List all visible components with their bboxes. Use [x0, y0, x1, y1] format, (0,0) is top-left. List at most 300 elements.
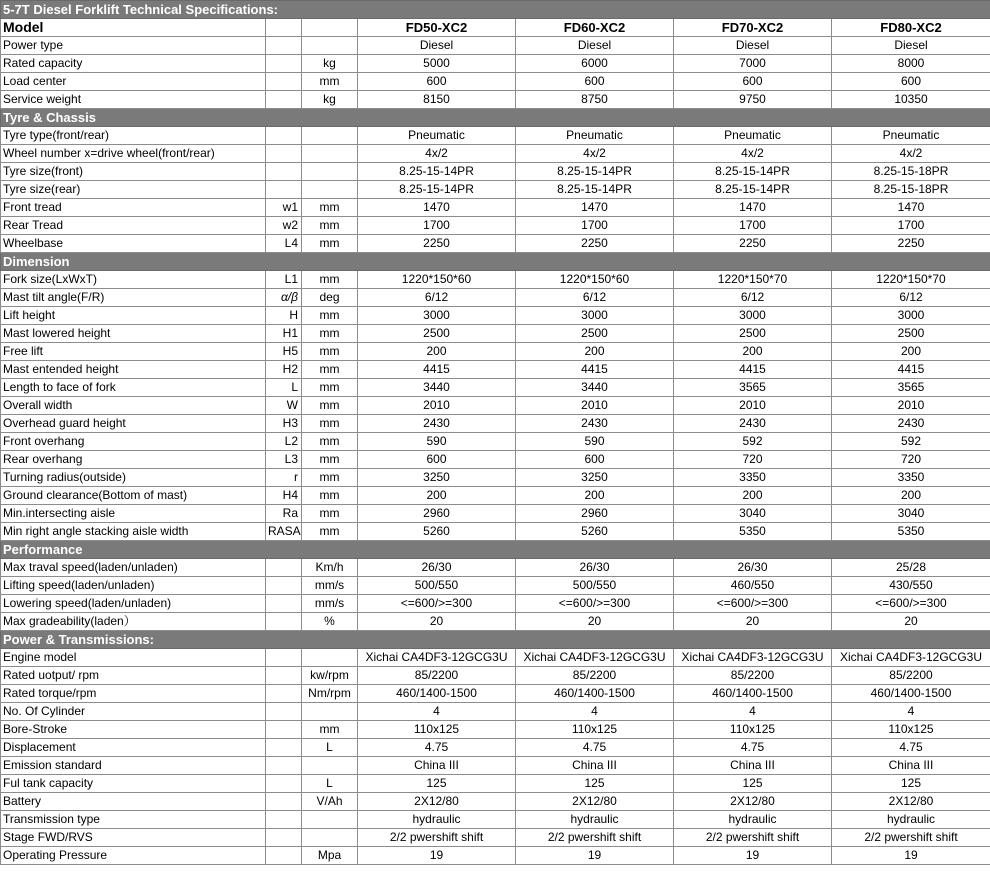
spec-value: 110x125 — [832, 721, 990, 739]
spec-value: 460/1400-1500 — [516, 685, 674, 703]
spec-unit: kw/rpm — [302, 667, 358, 685]
spec-value: 4 — [832, 703, 990, 721]
spec-unit — [302, 163, 358, 181]
spec-label: Displacement — [1, 739, 266, 757]
spec-value: 2X12/80 — [674, 793, 832, 811]
spec-value: 4.75 — [674, 739, 832, 757]
unit-header — [302, 19, 358, 37]
spec-row — [1, 307, 990, 325]
spec-value: 2010 — [516, 397, 674, 415]
spec-unit — [302, 181, 358, 199]
spec-value: 200 — [832, 487, 990, 505]
spec-symbol — [266, 847, 302, 865]
spec-value: Xichai CA4DF3-12GCG3U — [516, 649, 674, 667]
spec-value: 2250 — [832, 235, 990, 253]
spec-value: 8.25-15-14PR — [674, 181, 832, 199]
table-title: 5-7T Diesel Forklift Technical Specifications: — [1, 1, 990, 19]
spec-value: 20 — [674, 613, 832, 631]
spec-row — [1, 37, 990, 55]
spec-unit: mm — [302, 199, 358, 217]
spec-value: Pneumatic — [516, 127, 674, 145]
spec-symbol: L2 — [266, 433, 302, 451]
spec-symbol — [266, 793, 302, 811]
section-title: Power & Transmissions: — [1, 631, 990, 649]
spec-value: 3350 — [832, 469, 990, 487]
spec-unit: V/Ah — [302, 793, 358, 811]
spec-symbol: H3 — [266, 415, 302, 433]
spec-symbol: r — [266, 469, 302, 487]
spec-label: Stage FWD/RVS — [1, 829, 266, 847]
spec-label: Tyre size(front) — [1, 163, 266, 181]
spec-symbol — [266, 559, 302, 577]
spec-value: 2X12/80 — [516, 793, 674, 811]
spec-symbol — [266, 613, 302, 631]
section-title: Dimension — [1, 253, 990, 271]
spec-value: 4415 — [358, 361, 516, 379]
spec-value: 8000 — [832, 55, 990, 73]
spec-value: 110x125 — [516, 721, 674, 739]
spec-value: 1700 — [674, 217, 832, 235]
spec-symbol: w1 — [266, 199, 302, 217]
spec-symbol: L — [266, 379, 302, 397]
spec-value: 85/2200 — [674, 667, 832, 685]
spec-value: 2010 — [832, 397, 990, 415]
spec-unit: mm — [302, 235, 358, 253]
spec-value: 4x/2 — [832, 145, 990, 163]
spec-value: 19 — [832, 847, 990, 865]
spec-symbol — [266, 739, 302, 757]
model-name: FD50-XC2 — [358, 19, 516, 37]
spec-unit: mm/s — [302, 577, 358, 595]
spec-row — [1, 145, 990, 163]
spec-value: hydraulic — [516, 811, 674, 829]
spec-value: 19 — [358, 847, 516, 865]
spec-unit: Mpa — [302, 847, 358, 865]
spec-symbol: W — [266, 397, 302, 415]
spec-row — [1, 757, 990, 775]
spec-value: 19 — [674, 847, 832, 865]
spec-value: 200 — [674, 343, 832, 361]
spec-value: 3565 — [674, 379, 832, 397]
sym-header — [266, 19, 302, 37]
spec-value: 600 — [674, 73, 832, 91]
spec-label: Lift height — [1, 307, 266, 325]
spec-label: Free lift — [1, 343, 266, 361]
spec-row — [1, 361, 990, 379]
spec-unit — [302, 703, 358, 721]
spec-label: Power type — [1, 37, 266, 55]
title-row — [1, 1, 990, 19]
spec-row — [1, 343, 990, 361]
spec-value: 8.25-15-14PR — [358, 163, 516, 181]
spec-unit: mm — [302, 361, 358, 379]
spec-value: Diesel — [832, 37, 990, 55]
spec-value: 1470 — [358, 199, 516, 217]
spec-row — [1, 829, 990, 847]
spec-row — [1, 739, 990, 757]
spec-value: Xichai CA4DF3-12GCG3U — [358, 649, 516, 667]
spec-value: 2/2 pwershift shift — [832, 829, 990, 847]
spec-value: 3350 — [674, 469, 832, 487]
spec-value: 4x/2 — [358, 145, 516, 163]
spec-label: Rated uotput/ rpm — [1, 667, 266, 685]
spec-value: 200 — [358, 343, 516, 361]
spec-label: Tyre type(front/rear) — [1, 127, 266, 145]
spec-value: 4.75 — [832, 739, 990, 757]
spec-value: 600 — [516, 73, 674, 91]
spec-value: Pneumatic — [674, 127, 832, 145]
spec-unit — [302, 649, 358, 667]
spec-value: 460/1400-1500 — [832, 685, 990, 703]
spec-unit: Km/h — [302, 559, 358, 577]
spec-row — [1, 235, 990, 253]
spec-row — [1, 505, 990, 523]
spec-value: 200 — [674, 487, 832, 505]
spec-unit: mm — [302, 433, 358, 451]
spec-row — [1, 523, 990, 541]
spec-value: 2500 — [358, 325, 516, 343]
spec-row — [1, 199, 990, 217]
spec-unit: mm — [302, 487, 358, 505]
spec-row — [1, 793, 990, 811]
spec-value: 8.25-15-14PR — [516, 181, 674, 199]
spec-label: Load center — [1, 73, 266, 91]
spec-unit: mm — [302, 343, 358, 361]
spec-unit: Nm/rpm — [302, 685, 358, 703]
spec-value: hydraulic — [832, 811, 990, 829]
spec-value: 200 — [516, 487, 674, 505]
spec-label: Mast entended height — [1, 361, 266, 379]
spec-label: Operating Pressure — [1, 847, 266, 865]
spec-row — [1, 667, 990, 685]
spec-value: 2250 — [674, 235, 832, 253]
spec-value: 26/30 — [358, 559, 516, 577]
spec-value: Diesel — [358, 37, 516, 55]
spec-symbol — [266, 91, 302, 109]
spec-value: 2/2 pwershift shift — [516, 829, 674, 847]
spec-value: 8.25-15-18PR — [832, 181, 990, 199]
spec-value: 500/550 — [516, 577, 674, 595]
spec-value: 26/30 — [674, 559, 832, 577]
spec-label: Rated torque/rpm — [1, 685, 266, 703]
spec-row — [1, 487, 990, 505]
spec-value: 7000 — [674, 55, 832, 73]
spec-value: 2X12/80 — [358, 793, 516, 811]
spec-symbol: w2 — [266, 217, 302, 235]
spec-value: <=600/>=300 — [358, 595, 516, 613]
spec-value: <=600/>=300 — [674, 595, 832, 613]
spec-value: 4415 — [516, 361, 674, 379]
spec-row — [1, 55, 990, 73]
spec-value: 5000 — [358, 55, 516, 73]
spec-row — [1, 289, 990, 307]
spec-value: 125 — [832, 775, 990, 793]
spec-value: 2250 — [516, 235, 674, 253]
spec-value: 110x125 — [674, 721, 832, 739]
spec-value: <=600/>=300 — [516, 595, 674, 613]
spec-unit — [302, 757, 358, 775]
spec-label: Mast tilt angle(F/R) — [1, 289, 266, 307]
spec-value: 592 — [674, 433, 832, 451]
spec-value: 600 — [832, 73, 990, 91]
spec-value: 3000 — [516, 307, 674, 325]
spec-row — [1, 271, 990, 289]
spec-label: Rear overhang — [1, 451, 266, 469]
spec-value: 6/12 — [674, 289, 832, 307]
spec-value: 25/28 — [832, 559, 990, 577]
spec-label: Fork size(LxWxT) — [1, 271, 266, 289]
spec-value: 125 — [358, 775, 516, 793]
spec-value: 5260 — [516, 523, 674, 541]
spec-row — [1, 649, 990, 667]
spec-symbol: H2 — [266, 361, 302, 379]
spec-label: Rated capacity — [1, 55, 266, 73]
spec-value: Pneumatic — [832, 127, 990, 145]
spec-value: 3440 — [516, 379, 674, 397]
spec-value: 85/2200 — [358, 667, 516, 685]
spec-value: Xichai CA4DF3-12GCG3U — [674, 649, 832, 667]
spec-symbol — [266, 649, 302, 667]
spec-symbol: H1 — [266, 325, 302, 343]
spec-label: Ground clearance(Bottom of mast) — [1, 487, 266, 505]
spec-value: 2/2 pwershift shift — [358, 829, 516, 847]
spec-value: 1470 — [832, 199, 990, 217]
spec-value: 26/30 — [516, 559, 674, 577]
spec-value: 3000 — [674, 307, 832, 325]
spec-value: 2430 — [516, 415, 674, 433]
section-title: Tyre & Chassis — [1, 109, 990, 127]
spec-unit: kg — [302, 55, 358, 73]
spec-symbol — [266, 145, 302, 163]
spec-value: 2500 — [674, 325, 832, 343]
spec-row — [1, 721, 990, 739]
spec-symbol: Ra — [266, 505, 302, 523]
spec-value: 200 — [516, 343, 674, 361]
spec-value: 4x/2 — [516, 145, 674, 163]
spec-value: 600 — [358, 451, 516, 469]
spec-value: 200 — [832, 343, 990, 361]
spec-symbol — [266, 757, 302, 775]
spec-symbol — [266, 667, 302, 685]
spec-value: 1700 — [358, 217, 516, 235]
spec-symbol: L4 — [266, 235, 302, 253]
spec-row — [1, 685, 990, 703]
spec-value: 6000 — [516, 55, 674, 73]
spec-value: 3000 — [832, 307, 990, 325]
spec-value: 3040 — [832, 505, 990, 523]
spec-symbol: L1 — [266, 271, 302, 289]
spec-label: Wheel number x=drive wheel(front/rear) — [1, 145, 266, 163]
spec-label: Lowering speed(laden/unladen) — [1, 595, 266, 613]
spec-label: Engine model — [1, 649, 266, 667]
spec-symbol — [266, 829, 302, 847]
spec-unit: mm — [302, 325, 358, 343]
spec-symbol — [266, 811, 302, 829]
spec-unit: mm — [302, 271, 358, 289]
spec-value: Pneumatic — [358, 127, 516, 145]
spec-unit — [302, 829, 358, 847]
model-name: FD80-XC2 — [832, 19, 990, 37]
spec-value: 2010 — [674, 397, 832, 415]
model-label: Model — [1, 19, 266, 37]
spec-value: 4 — [516, 703, 674, 721]
spec-value: 20 — [832, 613, 990, 631]
spec-value: 3250 — [358, 469, 516, 487]
spec-symbol — [266, 73, 302, 91]
spec-row — [1, 163, 990, 181]
spec-symbol — [266, 37, 302, 55]
spec-row — [1, 433, 990, 451]
spec-symbol — [266, 685, 302, 703]
spec-value: 6/12 — [516, 289, 674, 307]
spec-value: 5260 — [358, 523, 516, 541]
spec-unit: % — [302, 613, 358, 631]
spec-row — [1, 811, 990, 829]
spec-symbol — [266, 163, 302, 181]
spec-row — [1, 577, 990, 595]
spec-label: Emission standard — [1, 757, 266, 775]
spec-row — [1, 379, 990, 397]
spec-value: hydraulic — [674, 811, 832, 829]
spec-unit: mm — [302, 379, 358, 397]
section-header-row — [1, 253, 990, 271]
spec-value: 4415 — [674, 361, 832, 379]
spec-value: 8.25-15-14PR — [358, 181, 516, 199]
spec-unit: mm — [302, 415, 358, 433]
spec-label: Front tread — [1, 199, 266, 217]
spec-row — [1, 559, 990, 577]
spec-value: 20 — [358, 613, 516, 631]
spec-value: 460/550 — [674, 577, 832, 595]
spec-symbol — [266, 55, 302, 73]
spec-value: 20 — [516, 613, 674, 631]
spec-row — [1, 127, 990, 145]
spec-symbol: L3 — [266, 451, 302, 469]
section-header-row — [1, 541, 990, 559]
spec-value: 720 — [832, 451, 990, 469]
spec-value: 500/550 — [358, 577, 516, 595]
spec-value: 2010 — [358, 397, 516, 415]
spec-row — [1, 397, 990, 415]
spec-value: hydraulic — [358, 811, 516, 829]
spec-value: 1220*150*60 — [358, 271, 516, 289]
spec-value: 592 — [832, 433, 990, 451]
spec-value: 720 — [674, 451, 832, 469]
spec-value: China III — [516, 757, 674, 775]
spec-value: 2430 — [358, 415, 516, 433]
spec-value: 2430 — [832, 415, 990, 433]
spec-label: Min.intersecting aisle — [1, 505, 266, 523]
spec-symbol — [266, 181, 302, 199]
spec-unit: deg — [302, 289, 358, 307]
spec-value: 2960 — [358, 505, 516, 523]
spec-label: Bore-Stroke — [1, 721, 266, 739]
spec-symbol: H5 — [266, 343, 302, 361]
spec-value: 3565 — [832, 379, 990, 397]
spec-value: 19 — [516, 847, 674, 865]
spec-value: 2500 — [516, 325, 674, 343]
spec-label: Lifting speed(laden/unladen) — [1, 577, 266, 595]
model-name: FD60-XC2 — [516, 19, 674, 37]
spec-value: 4 — [358, 703, 516, 721]
spec-label: Ful tank capacity — [1, 775, 266, 793]
spec-row — [1, 469, 990, 487]
spec-value: 4415 — [832, 361, 990, 379]
spec-value: 85/2200 — [832, 667, 990, 685]
spec-value: Xichai CA4DF3-12GCG3U — [832, 649, 990, 667]
spec-symbol: H — [266, 307, 302, 325]
spec-value: 1470 — [674, 199, 832, 217]
spec-label: Service weight — [1, 91, 266, 109]
spec-value: 590 — [358, 433, 516, 451]
spec-value: 200 — [358, 487, 516, 505]
spec-unit: mm — [302, 469, 358, 487]
spec-value: 85/2200 — [516, 667, 674, 685]
spec-value: 5350 — [832, 523, 990, 541]
spec-row — [1, 217, 990, 235]
spec-unit: mm — [302, 73, 358, 91]
spec-row — [1, 595, 990, 613]
spec-row — [1, 613, 990, 631]
spec-value: 2250 — [358, 235, 516, 253]
spec-value: 8.25-15-18PR — [832, 163, 990, 181]
section-header-row — [1, 109, 990, 127]
section-header-row — [1, 631, 990, 649]
spec-value: China III — [358, 757, 516, 775]
spec-value: 1470 — [516, 199, 674, 217]
model-name: FD70-XC2 — [674, 19, 832, 37]
spec-value: <=600/>=300 — [832, 595, 990, 613]
spec-value: 1700 — [516, 217, 674, 235]
spec-label: Battery — [1, 793, 266, 811]
spec-value: 125 — [674, 775, 832, 793]
spec-symbol — [266, 721, 302, 739]
spec-unit — [302, 127, 358, 145]
spec-symbol — [266, 127, 302, 145]
spec-value: 8.25-15-14PR — [674, 163, 832, 181]
spec-label: Max gradeability(laden） — [1, 613, 266, 631]
spec-value: 8750 — [516, 91, 674, 109]
spec-unit: kg — [302, 91, 358, 109]
spec-row — [1, 91, 990, 109]
spec-value: Diesel — [674, 37, 832, 55]
spec-value: 8150 — [358, 91, 516, 109]
spec-symbol — [266, 595, 302, 613]
spec-label: Min right angle stacking aisle width — [1, 523, 266, 541]
spec-value: 460/1400-1500 — [358, 685, 516, 703]
spec-label: Rear Tread — [1, 217, 266, 235]
spec-row — [1, 325, 990, 343]
spec-value: 4x/2 — [674, 145, 832, 163]
spec-value: China III — [674, 757, 832, 775]
spec-unit: mm — [302, 397, 358, 415]
spec-value: Diesel — [516, 37, 674, 55]
spec-unit: mm — [302, 451, 358, 469]
spec-unit: mm — [302, 217, 358, 235]
section-title: Performance — [1, 541, 990, 559]
spec-row — [1, 451, 990, 469]
spec-symbol: α/β — [266, 289, 302, 307]
spec-value: 5350 — [674, 523, 832, 541]
spec-row — [1, 847, 990, 865]
spec-value: 6/12 — [358, 289, 516, 307]
spec-value: 2500 — [832, 325, 990, 343]
spec-label: Transmission type — [1, 811, 266, 829]
spec-value: 125 — [516, 775, 674, 793]
spec-unit: mm/s — [302, 595, 358, 613]
spec-symbol — [266, 577, 302, 595]
spec-row — [1, 73, 990, 91]
